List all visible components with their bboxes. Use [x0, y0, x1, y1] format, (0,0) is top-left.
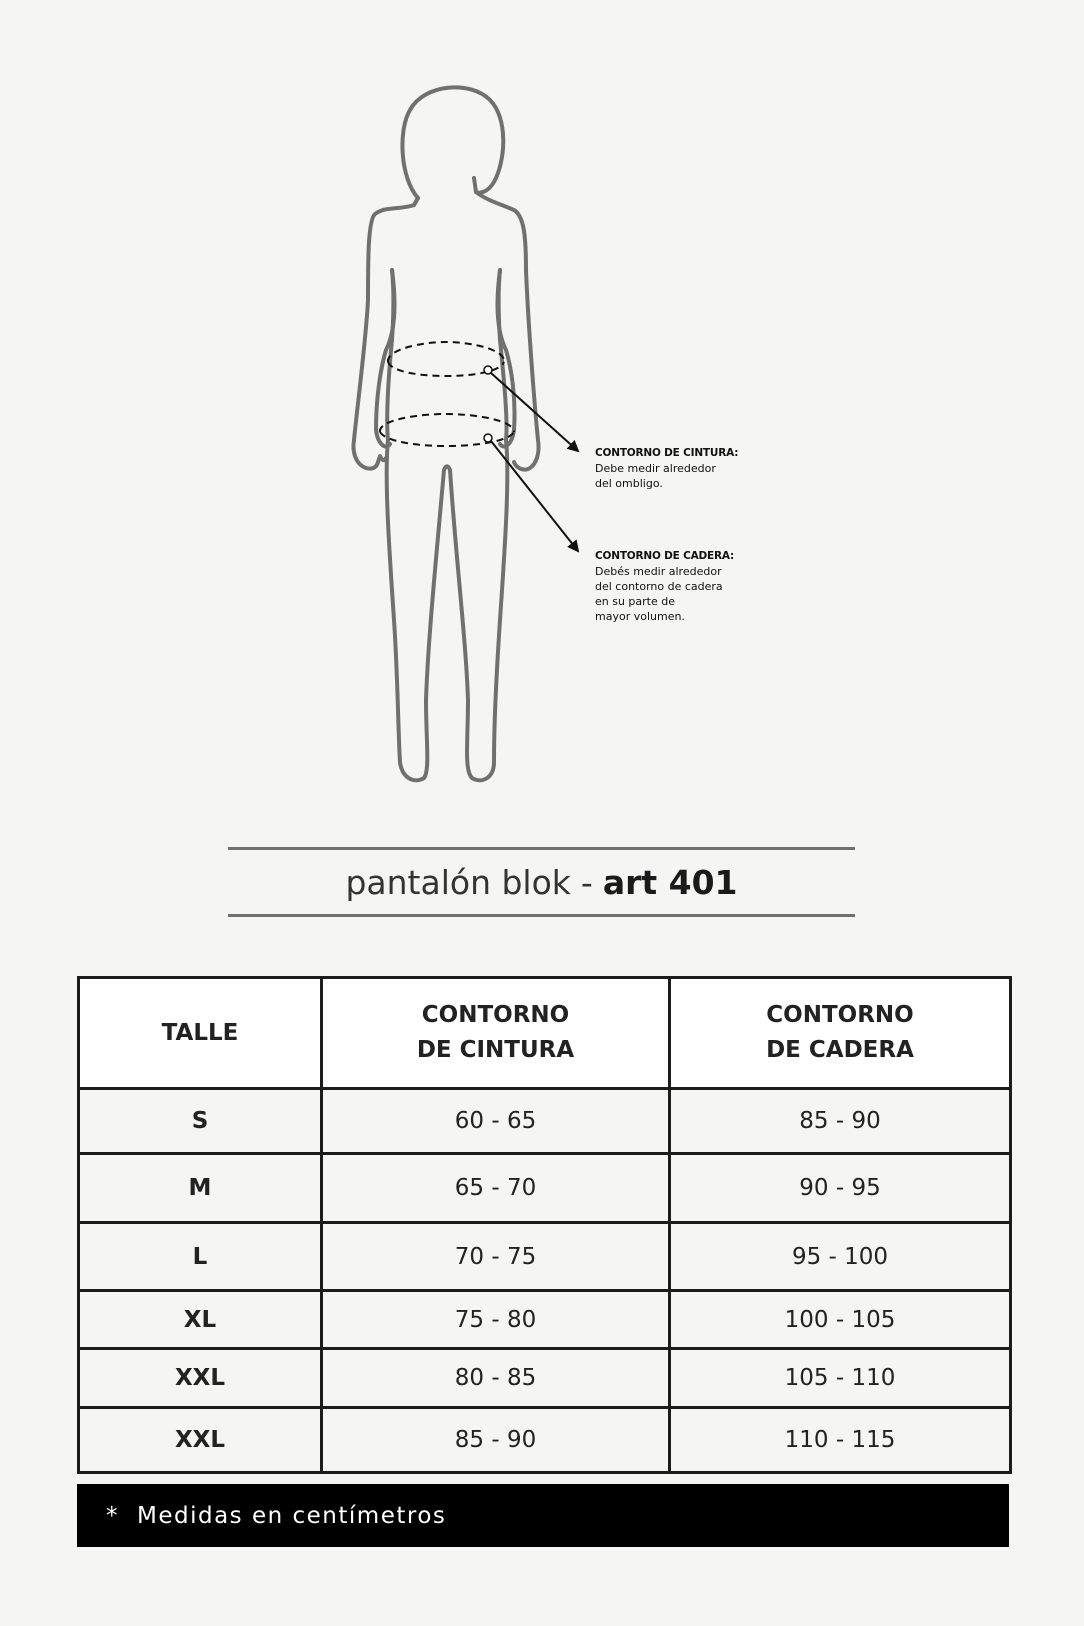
title-separator: -	[580, 862, 593, 902]
article-number: art 401	[602, 862, 738, 902]
hip-measure-ring	[380, 414, 514, 446]
size-cell: S	[79, 1089, 322, 1154]
footnote-asterisk: *	[106, 1502, 119, 1529]
hip-cell: 85 - 90	[670, 1089, 1011, 1154]
header-waist-line2: DE CINTURA	[416, 1037, 575, 1063]
table-row	[79, 1291, 1011, 1349]
header-hip-line1: CONTORNO	[766, 1002, 914, 1028]
hip-annotation-line: Debés medir alrededor	[595, 565, 722, 578]
waist-cell: 80 - 85	[322, 1349, 670, 1408]
size-cell: L	[79, 1223, 322, 1291]
table-header-row	[79, 978, 1011, 1089]
hip-annotation-heading: CONTORNO DE CADERA:	[595, 550, 735, 562]
size-cell: XXL	[79, 1408, 322, 1473]
table-row	[79, 1089, 1011, 1154]
footnote-bar	[77, 1484, 1009, 1547]
hip-cell: 95 - 100	[670, 1223, 1011, 1291]
header-hip	[670, 978, 1011, 1089]
size-cell: M	[79, 1154, 322, 1223]
waist-cell: 85 - 90	[322, 1408, 670, 1473]
table-row	[79, 1154, 1011, 1223]
hip-cell: 110 - 115	[670, 1408, 1011, 1473]
waist-annotation-heading: CONTORNO DE CINTURA:	[595, 447, 739, 459]
waist-annotation-line: Debe medir alrededor	[595, 462, 716, 475]
header-hip-line2: DE CADERA	[766, 1037, 914, 1063]
footnote-text: Medidas en centímetros	[137, 1502, 447, 1529]
header-waist-line1: CONTORNO	[421, 1002, 570, 1028]
hip-annotation-line: en su parte de	[595, 595, 676, 608]
size-cell: XL	[79, 1291, 322, 1349]
size-chart-table	[77, 976, 1012, 1474]
waist-cell: 75 - 80	[322, 1291, 670, 1349]
hip-annotation	[595, 549, 734, 624]
table-row	[79, 1223, 1011, 1291]
hip-cell: 90 - 95	[670, 1154, 1011, 1223]
header-waist	[322, 978, 670, 1089]
waist-cell: 70 - 75	[322, 1223, 670, 1291]
table-row	[79, 1408, 1011, 1473]
table-row	[79, 1349, 1011, 1408]
waist-cell: 65 - 70	[322, 1154, 670, 1223]
hip-cell: 105 - 110	[670, 1349, 1011, 1408]
hip-annotation-line: del contorno de cadera	[595, 580, 723, 593]
product-name: pantalón blok	[345, 862, 571, 902]
header-size	[79, 978, 322, 1089]
hip-cell: 100 - 105	[670, 1291, 1011, 1349]
waist-annotation-line: del ombligo.	[595, 477, 663, 490]
product-title	[228, 847, 855, 917]
waist-cell: 60 - 65	[322, 1089, 670, 1154]
hip-pointer-arrow	[484, 434, 578, 551]
size-cell: XXL	[79, 1349, 322, 1408]
hip-annotation-line: mayor volumen.	[595, 610, 685, 623]
header-size-label: TALLE	[161, 1019, 239, 1046]
waist-annotation	[595, 446, 738, 491]
